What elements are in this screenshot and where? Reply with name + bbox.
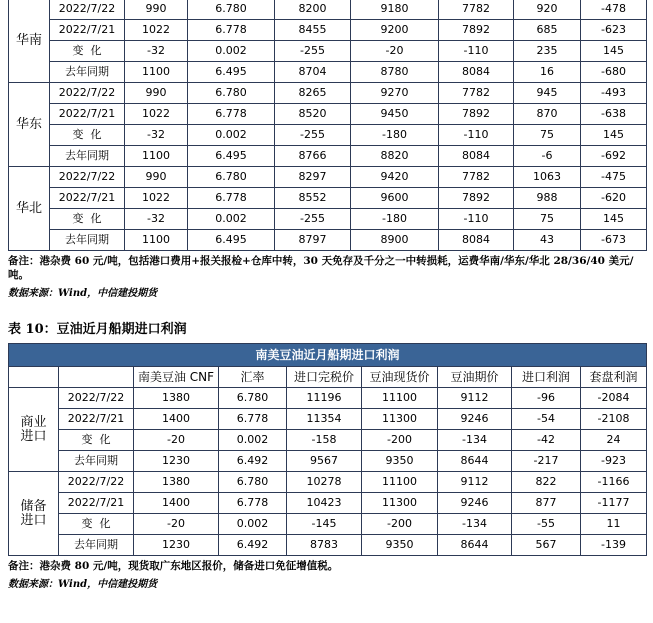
table-cell: -638	[581, 104, 647, 125]
table-cell: 24	[581, 430, 647, 451]
column-header	[9, 367, 59, 388]
table-cell: 7892	[439, 20, 514, 41]
table-cell: -110	[439, 41, 514, 62]
table-cell: 567	[512, 535, 581, 556]
table-cell: -680	[581, 62, 647, 83]
table-row	[9, 167, 647, 188]
table-cell: 1380	[134, 388, 219, 409]
table-cell: -180	[351, 209, 439, 230]
table-cell: 11300	[362, 493, 438, 514]
table-cell: 8520	[275, 104, 351, 125]
table-cell: -32	[125, 209, 188, 230]
table-cell: 11300	[362, 409, 438, 430]
row-label: 2022/7/22	[50, 167, 125, 188]
table-cell: -923	[581, 451, 647, 472]
row-label: 变 化	[59, 514, 134, 535]
table-cell: 7892	[439, 104, 514, 125]
table-cell: 11	[581, 514, 647, 535]
table-cell: 9112	[438, 472, 512, 493]
row-label: 2022/7/22	[50, 0, 125, 20]
table-cell: 8455	[275, 20, 351, 41]
row-label: 2022/7/21	[50, 104, 125, 125]
table-cell: 1022	[125, 20, 188, 41]
table-cell: 6.778	[219, 409, 287, 430]
import-profit-table-soyoil	[8, 343, 647, 556]
table-row	[9, 41, 647, 62]
table-cell: 8084	[439, 230, 514, 251]
table-cell: 9246	[438, 493, 512, 514]
table-cell: 9270	[351, 83, 439, 104]
table-cell: 6.780	[188, 167, 275, 188]
table-row	[9, 230, 647, 251]
table-cell: 9450	[351, 104, 439, 125]
table-cell: 9246	[438, 409, 512, 430]
table-cell: 8820	[351, 146, 439, 167]
table-cell: -620	[581, 188, 647, 209]
column-header: 套盘利润	[581, 367, 647, 388]
table-row	[9, 409, 647, 430]
table-cell: 9600	[351, 188, 439, 209]
table-cell: -55	[512, 514, 581, 535]
table-cell: -139	[581, 535, 647, 556]
table-cell: 145	[581, 41, 647, 62]
table-cell: 7782	[439, 167, 514, 188]
table-cell: -180	[351, 125, 439, 146]
table-cell: 235	[514, 41, 581, 62]
table-cell: -158	[287, 430, 362, 451]
row-label: 2022/7/22	[50, 83, 125, 104]
table-cell: 11354	[287, 409, 362, 430]
table-cell: 11100	[362, 388, 438, 409]
table-cell: 6.778	[188, 20, 275, 41]
table-cell: 8780	[351, 62, 439, 83]
table-cell: -145	[287, 514, 362, 535]
row-label: 去年同期	[59, 535, 134, 556]
region-label: 华南	[9, 0, 50, 83]
region-label: 储备 进口	[9, 472, 59, 556]
table-note: 备注：港杂费 80 元/吨，现货取广东地区报价，储备进口免征增值税。	[8, 560, 339, 572]
table-row	[9, 125, 647, 146]
table-cell: 1022	[125, 104, 188, 125]
table-cell: 0.002	[219, 514, 287, 535]
region-label: 华北	[9, 167, 50, 251]
table-cell: -255	[275, 41, 351, 62]
table-cell: -200	[362, 514, 438, 535]
table-cell: 75	[514, 125, 581, 146]
table-row	[9, 83, 647, 104]
table-cell: -96	[512, 388, 581, 409]
row-label: 去年同期	[50, 62, 125, 83]
table-cell: 1100	[125, 230, 188, 251]
table-cell: 8797	[275, 230, 351, 251]
table-cell: 9180	[351, 0, 439, 20]
table-cell: 1400	[134, 409, 219, 430]
row-label: 2022/7/22	[59, 472, 134, 493]
table-cell: 6.492	[219, 535, 287, 556]
table-cell: -493	[581, 83, 647, 104]
import-profit-table-soybean	[8, 0, 647, 251]
table-row	[9, 514, 647, 535]
table-cell: 8200	[275, 0, 351, 20]
table-cell: -692	[581, 146, 647, 167]
table-cell: 11100	[362, 472, 438, 493]
table-cell: 7782	[439, 0, 514, 20]
table-cell: -32	[125, 41, 188, 62]
table-cell: -134	[438, 430, 512, 451]
region-label: 商业 进口	[9, 388, 59, 472]
table-cell: 10278	[287, 472, 362, 493]
table-cell: 877	[512, 493, 581, 514]
table-cell: 6.778	[188, 188, 275, 209]
table-row	[9, 472, 647, 493]
table-row	[9, 20, 647, 41]
table-cell: 8265	[275, 83, 351, 104]
row-label: 2022/7/21	[50, 20, 125, 41]
table-cell: 8552	[275, 188, 351, 209]
table-cell: 8783	[287, 535, 362, 556]
table-cell: 7892	[439, 188, 514, 209]
table-cell: 1230	[134, 535, 219, 556]
table-row	[9, 388, 647, 409]
table-row	[9, 188, 647, 209]
table-cell: 8704	[275, 62, 351, 83]
table-cell: -255	[275, 125, 351, 146]
table-cell: 11196	[287, 388, 362, 409]
table-cell: 870	[514, 104, 581, 125]
table-cell: 75	[514, 209, 581, 230]
row-label: 变 化	[50, 41, 125, 62]
table-cell: 8900	[351, 230, 439, 251]
table-row	[9, 104, 647, 125]
table-cell: -2108	[581, 409, 647, 430]
column-header: 南美豆油 CNF	[134, 367, 219, 388]
table-cell: -1166	[581, 472, 647, 493]
table-caption: 表 10：豆油近月船期进口利润	[8, 322, 187, 337]
table-cell: 9200	[351, 20, 439, 41]
table-cell: -2084	[581, 388, 647, 409]
table-cell: 1063	[514, 167, 581, 188]
table-row	[9, 451, 647, 472]
table-cell: 6.495	[188, 230, 275, 251]
table-cell: 6.495	[188, 146, 275, 167]
table-cell: -217	[512, 451, 581, 472]
table-cell: -42	[512, 430, 581, 451]
table-cell: 9350	[362, 535, 438, 556]
table-cell: 1230	[134, 451, 219, 472]
table-cell: 10423	[287, 493, 362, 514]
table-cell: 0.002	[188, 125, 275, 146]
table-cell: 6.780	[188, 83, 275, 104]
row-label: 2022/7/21	[50, 188, 125, 209]
column-header: 进口完税价	[287, 367, 362, 388]
table-title: 南美豆油近月船期进口利润	[9, 344, 647, 367]
table-cell: -20	[134, 430, 219, 451]
data-source: 数据来源：Wind，中信建投期货	[8, 288, 158, 299]
row-label: 变 化	[59, 430, 134, 451]
table-cell: -20	[134, 514, 219, 535]
table-cell: 6.780	[219, 472, 287, 493]
column-header: 豆油现货价	[362, 367, 438, 388]
table-cell: 7782	[439, 83, 514, 104]
table-cell: 8084	[439, 62, 514, 83]
table-cell: -110	[439, 209, 514, 230]
column-header: 汇率	[219, 367, 287, 388]
table-cell: -1177	[581, 493, 647, 514]
table-cell: 8766	[275, 146, 351, 167]
column-header: 豆油期价	[438, 367, 512, 388]
table-cell: -623	[581, 20, 647, 41]
table-row	[9, 209, 647, 230]
table-row	[9, 493, 647, 514]
table-cell: 0.002	[188, 209, 275, 230]
column-header: 进口利润	[512, 367, 581, 388]
table-row	[9, 535, 647, 556]
table-cell: 9420	[351, 167, 439, 188]
row-label: 去年同期	[59, 451, 134, 472]
row-label: 2022/7/21	[59, 493, 134, 514]
row-label: 变 化	[50, 209, 125, 230]
table-cell: 0.002	[188, 41, 275, 62]
table-cell: 6.778	[219, 493, 287, 514]
table-cell: 9112	[438, 388, 512, 409]
table-cell: 988	[514, 188, 581, 209]
table-row	[9, 430, 647, 451]
table-cell: 9567	[287, 451, 362, 472]
table-row	[9, 146, 647, 167]
table-cell: 1400	[134, 493, 219, 514]
table-row	[9, 62, 647, 83]
table-cell: 1100	[125, 62, 188, 83]
table-cell: 6.495	[188, 62, 275, 83]
table-cell: -475	[581, 167, 647, 188]
table-cell: -673	[581, 230, 647, 251]
table-cell: 945	[514, 83, 581, 104]
table-cell: 990	[125, 167, 188, 188]
table-cell: 1022	[125, 188, 188, 209]
row-label: 去年同期	[50, 146, 125, 167]
table-cell: -32	[125, 125, 188, 146]
table-cell: 685	[514, 20, 581, 41]
table-cell: -200	[362, 430, 438, 451]
table-cell: -134	[438, 514, 512, 535]
table-cell: -255	[275, 209, 351, 230]
table-cell: 8084	[439, 146, 514, 167]
table-note: 备注：港杂费 60 元/吨，包括港口费用+报关报检+仓库中转，30 天免存及千分之一中转损耗，运费华南/华东/华北 28/36/40 美元/吨。	[8, 255, 634, 281]
table-cell: 8644	[438, 451, 512, 472]
table-cell: 6.780	[219, 388, 287, 409]
table-cell: 145	[581, 209, 647, 230]
table-cell: 1100	[125, 146, 188, 167]
table-cell: 0.002	[219, 430, 287, 451]
data-source: 数据来源：Wind，中信建投期货	[8, 579, 158, 590]
column-header	[59, 367, 134, 388]
table-cell: 990	[125, 83, 188, 104]
table-cell: 822	[512, 472, 581, 493]
table-cell: 8644	[438, 535, 512, 556]
table-cell: 6.778	[188, 104, 275, 125]
table-cell: -6	[514, 146, 581, 167]
table-cell: 43	[514, 230, 581, 251]
table-cell: -110	[439, 125, 514, 146]
table-cell: 16	[514, 62, 581, 83]
table-cell: 8297	[275, 167, 351, 188]
region-label: 华东	[9, 83, 50, 167]
table-cell: 1380	[134, 472, 219, 493]
table-cell: 9350	[362, 451, 438, 472]
table-cell: 6.780	[188, 0, 275, 20]
row-label: 2022/7/22	[59, 388, 134, 409]
table-cell: 990	[125, 0, 188, 20]
table-row	[9, 0, 647, 20]
table-cell: -20	[351, 41, 439, 62]
row-label: 变 化	[50, 125, 125, 146]
table-cell: -478	[581, 0, 647, 20]
table-cell: 145	[581, 125, 647, 146]
table-cell: 6.492	[219, 451, 287, 472]
row-label: 去年同期	[50, 230, 125, 251]
table-cell: -54	[512, 409, 581, 430]
table-cell: 920	[514, 0, 581, 20]
row-label: 2022/7/21	[59, 409, 134, 430]
